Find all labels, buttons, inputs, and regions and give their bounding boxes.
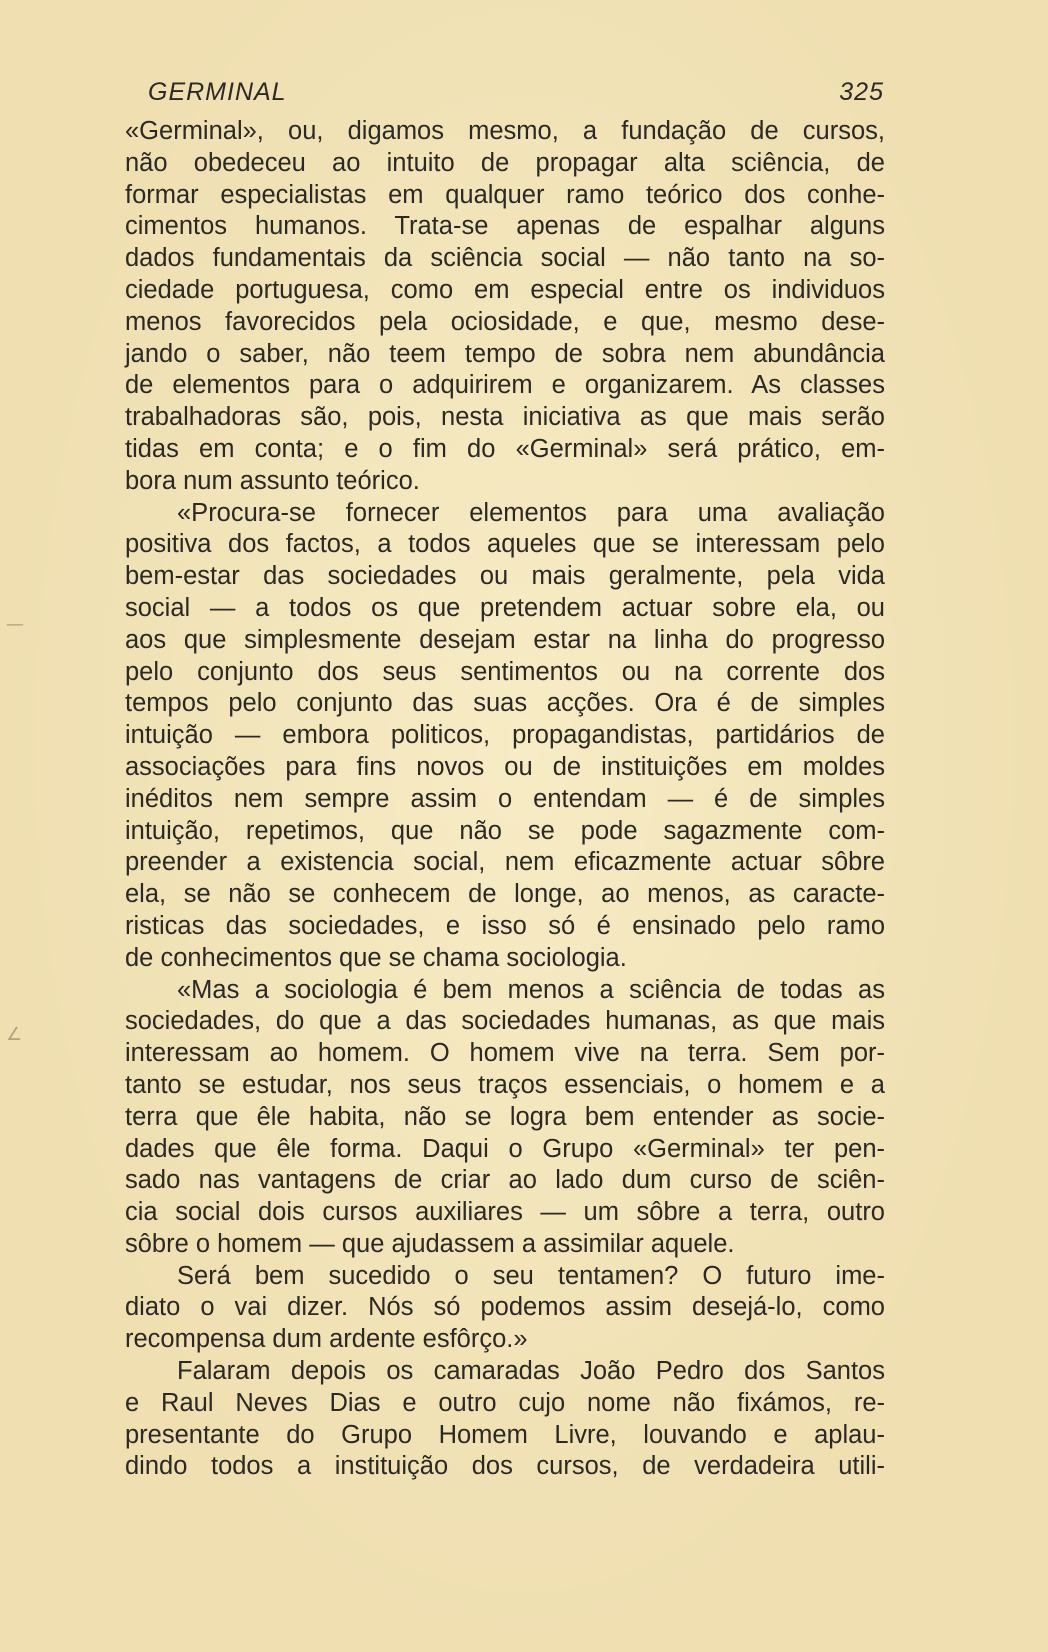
text-line: recompensa dum ardente esfôrço.» <box>125 1325 528 1354</box>
text-line: jando o saber, não teem tempo de sobra nem abundância <box>125 339 885 368</box>
text-line: «Procura-se fornecer elementos para uma avaliação <box>177 498 885 527</box>
text-line: positiva dos factos, a todos aqueles que se interessam pelo <box>125 530 885 559</box>
text-line: ciedade portuguesa, como em especial entre os individuos <box>125 275 885 304</box>
text-line: «Mas a sociologia é bem menos a sciência de todas as <box>177 975 885 1004</box>
body-text <box>125 116 885 1483</box>
text-line: terra que êle habita, não se logra bem entender as socie- <box>125 1102 885 1131</box>
text-line: bem-estar das sociedades ou mais geralmente, pela vida <box>125 562 885 591</box>
text-line: sociedades, do que a das sociedades humanas, as que mais <box>125 1007 885 1036</box>
text-line: presentante do Grupo Homem Livre, louvando e aplau- <box>125 1420 885 1449</box>
text-line: trabalhadoras são, pois, nesta iniciativa as que mais serão <box>125 403 885 432</box>
text-line: cimentos humanos. Trata-se apenas de espalhar alguns <box>125 212 885 241</box>
text-line: intuição, repetimos, que não se pode sagazmente com- <box>125 816 885 845</box>
text-line: ela, se não se conhecem de longe, ao menos, as caracte- <box>125 880 885 909</box>
text-line: sôbre o homem — que ajudassem a assimilar aquele. <box>125 1229 735 1258</box>
text-line: de elementos para o adquirirem e organizarem. As classes <box>125 371 885 400</box>
text-line: social — a todos os que pretendem actuar sobre ela, ou <box>125 593 885 622</box>
text-line: de conhecimentos que se chama sociologia. <box>125 943 627 972</box>
text-line: associações para fins novos ou de instituições em moldes <box>125 752 885 781</box>
text-line: menos favorecidos pela ociosidade, e que, mesmo dese- <box>125 307 885 336</box>
left-margin-mark: — <box>6 614 24 635</box>
running-header <box>148 78 884 112</box>
text-line: tanto se estudar, nos seus traços essenciais, o homem e a <box>125 1070 885 1099</box>
text-line: e Raul Neves Dias e outro cujo nome não fixámos, re- <box>125 1388 885 1417</box>
page-number: 325 <box>839 78 884 106</box>
text-line: risticas das sociedades, e isso só é ensinado pelo ramo <box>125 911 885 940</box>
running-title: GERMINAL <box>148 78 287 106</box>
text-line: inéditos nem sempre assim o entendam — é de simples <box>125 784 885 813</box>
text-line: não obedeceu ao intuito de propagar alta sciência, de <box>125 148 885 177</box>
text-line: interessam ao homem. O homem vive na terra. Sem por- <box>125 1039 885 1068</box>
text-line: bora num assunto teórico. <box>125 466 420 495</box>
text-line: Será bem sucedido o seu tentamen? O futuro ime- <box>177 1261 885 1290</box>
text-line: Falaram depois os camaradas João Pedro dos Santos <box>177 1357 885 1386</box>
text-line: aos que simplesmente desejam estar na linha do progresso <box>125 625 885 654</box>
text-line: sado nas vantagens de criar ao lado dum curso de sciên- <box>125 1166 885 1195</box>
text-line: diato o vai dizer. Nós só podemos assim desejá-lo, como <box>125 1293 885 1322</box>
text-line: «Germinal», ou, digamos mesmo, a fundação de cursos, <box>125 117 885 145</box>
text-line: tempos pelo conjunto das suas acções. Ora é de simples <box>125 689 885 718</box>
left-margin-mark: ∠ <box>6 1024 23 1045</box>
text-line: preender a existencia social, nem eficazmente actuar sôbre <box>125 848 885 877</box>
text-line: dados fundamentais da sciência social — não tanto na so- <box>125 244 885 273</box>
text-line: dades que êle forma. Daqui o Grupo «Germinal» ter pen- <box>125 1134 885 1163</box>
text-line: pelo conjunto dos seus sentimentos ou na corrente dos <box>125 657 885 686</box>
text-line: formar especialistas em qualquer ramo teórico dos conhe- <box>125 180 885 209</box>
text-line: intuição — embora politicos, propagandistas, partidários de <box>125 721 885 750</box>
text-line: dindo todos a instituição dos cursos, de verdadeira utili- <box>125 1452 885 1481</box>
text-line: cia social dois cursos auxiliares — um sôbre a terra, outro <box>125 1198 885 1227</box>
text-line: tidas em conta; e o fim do «Germinal» será prático, em- <box>125 434 885 463</box>
